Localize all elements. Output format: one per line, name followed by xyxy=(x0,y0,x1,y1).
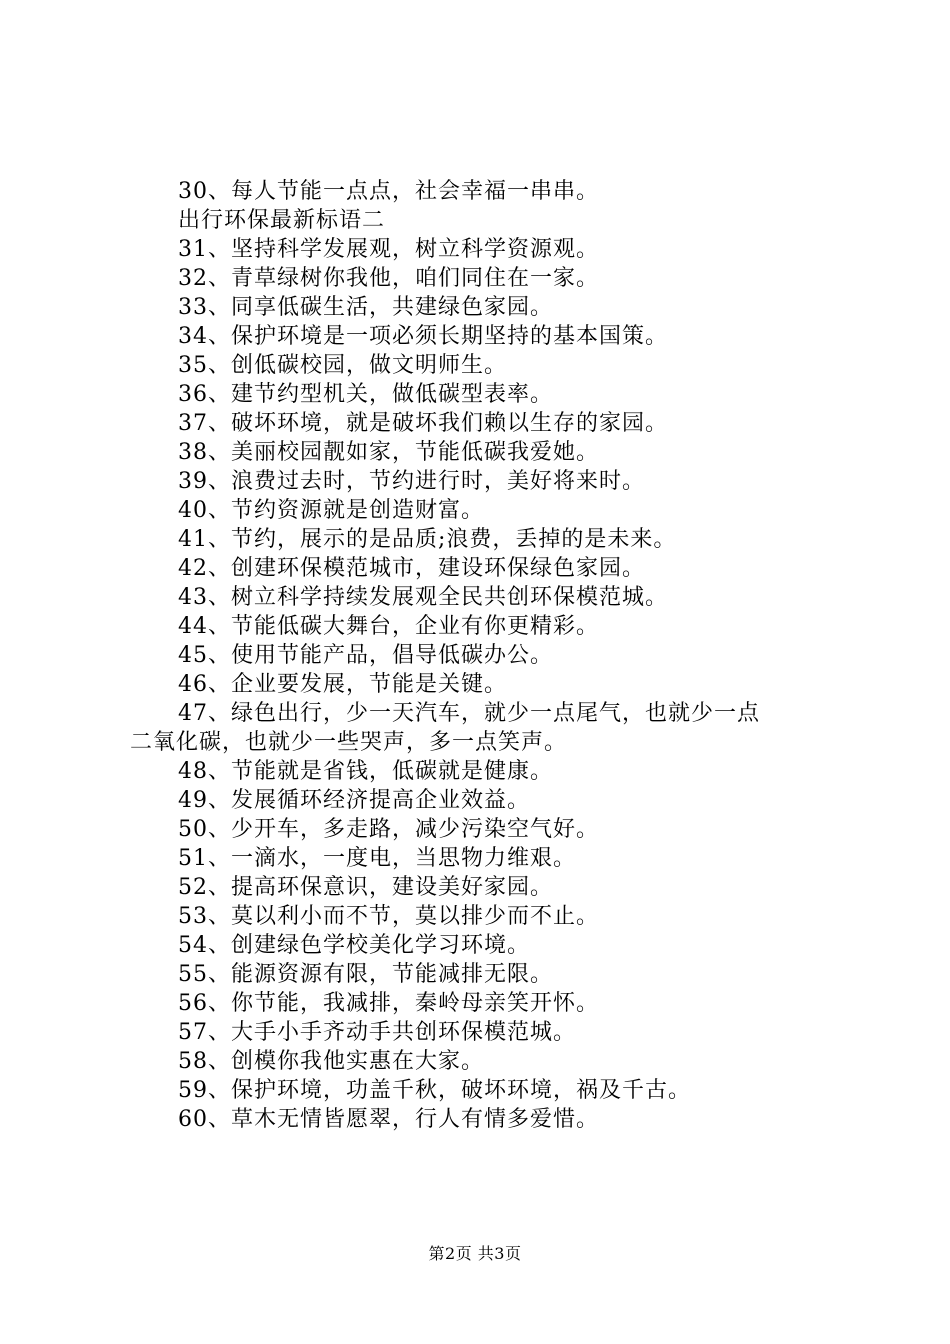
slogan-line: 40、节约资源就是创造财富。 xyxy=(178,498,484,523)
slogan-line: 42、创建环保模范城市，建设环保绿色家园。 xyxy=(178,556,645,581)
slogan-line: 49、发展循环经济提高企业效益。 xyxy=(178,788,530,813)
slogan-line: 39、浪费过去时，节约进行时，美好将来时。 xyxy=(178,469,645,494)
slogan-line: 50、少开车，多走路，减少污染空气好。 xyxy=(178,817,599,842)
slogan-line: 53、莫以利小而不节，莫以排少而不止。 xyxy=(178,904,599,929)
slogan-line: 52、提高环保意识，建设美好家园。 xyxy=(178,875,553,900)
slogan-line: 30、每人节能一点点，社会幸福一串串。 xyxy=(178,179,599,204)
slogan-line: 48、节能就是省钱，低碳就是健康。 xyxy=(178,759,553,784)
slogan-line: 33、同享低碳生活，共建绿色家园。 xyxy=(178,295,553,320)
document-body xyxy=(130,177,850,1134)
slogan-line: 41、节约，展示的是品质;浪费，丢掉的是未来。 xyxy=(178,527,677,552)
slogan-line: 38、美丽校园靓如家，节能低碳我爱她。 xyxy=(178,440,599,465)
slogan-line: 45、使用节能产品，倡导低碳办公。 xyxy=(178,643,553,668)
slogan-line-47-first: 47、绿色出行，少一天汽车，就少一点尾气，也就少一点 xyxy=(178,701,760,726)
slogan-line: 56、你节能，我减排，秦岭母亲笑开怀。 xyxy=(178,991,599,1016)
slogan-line: 36、建节约型机关，做低碳型表率。 xyxy=(178,382,553,407)
slogan-line: 54、创建绿色学校美化学习环境。 xyxy=(178,933,530,958)
slogan-line: 58、创模你我他实惠在大家。 xyxy=(178,1049,484,1074)
slogan-line: 44、节能低碳大舞台，企业有你更精彩。 xyxy=(178,614,599,639)
slogan-line: 43、树立科学持续发展观全民共创环保模范城。 xyxy=(178,585,668,610)
slogan-line: 37、破坏环境，就是破坏我们赖以生存的家园。 xyxy=(178,411,668,436)
slogan-line: 60、草木无情皆愿翠，行人有情多爱惜。 xyxy=(178,1107,599,1132)
slogan-line: 57、大手小手齐动手共创环保模范城。 xyxy=(178,1020,576,1045)
slogan-line: 31、坚持科学发展观，树立科学资源观。 xyxy=(178,237,599,262)
section-heading: 出行环保最新标语二 xyxy=(178,208,386,233)
slogan-line: 59、保护环境，功盖千秋，破坏环境，祸及千古。 xyxy=(178,1078,691,1103)
slogan-line: 46、企业要发展，节能是关键。 xyxy=(178,672,507,697)
slogan-line: 35、创低碳校园，做文明师生。 xyxy=(178,353,507,378)
slogan-line-47-continuation: 二氧化碳，也就少一些哭声，多一点笑声。 xyxy=(130,730,568,755)
slogan-line: 51、一滴水，一度电，当思物力维艰。 xyxy=(178,846,576,871)
slogan-line: 34、保护环境是一项必须长期坚持的基本国策。 xyxy=(178,324,668,349)
page-number-footer: 第2页 共3页 xyxy=(428,1244,522,1263)
slogan-line: 55、能源资源有限，节能减排无限。 xyxy=(178,962,553,987)
slogan-line-47 xyxy=(130,699,850,757)
slogan-line: 32、青草绿树你我他，咱们同住在一家。 xyxy=(178,266,599,291)
